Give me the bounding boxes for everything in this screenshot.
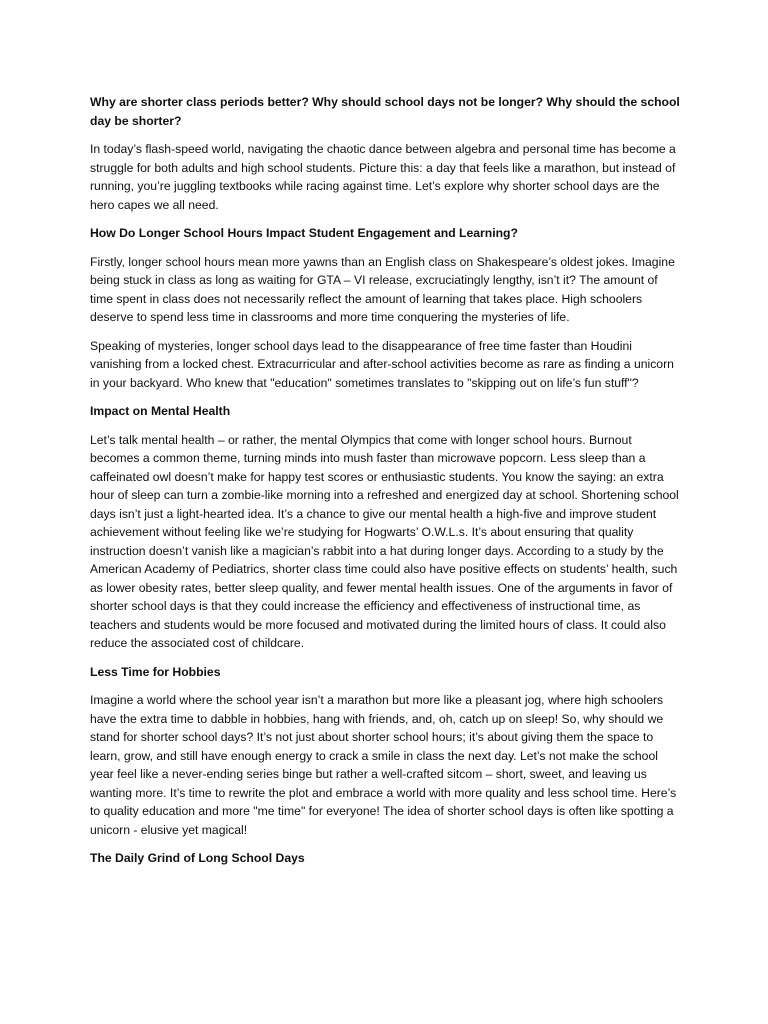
- section-heading-mental-health: Impact on Mental Health: [90, 404, 231, 418]
- document-page: [90, 93, 682, 878]
- section-heading-daily-grind: The Daily Grind of Long School Days: [90, 851, 305, 865]
- paragraph: Let’s talk mental health – or rather, the mental Olympics that come with longer school hours. Burnout becomes a common theme, turning minds into mush faster than microwave popcorn. Less sleep than a caffeinated owl doesn’t make for happy test scores or enthusiastic students. You know the saying: an extra hour of sleep can turn a zombie-like morning into a refreshed and energized day at school. Shortening school days isn’t just a light-hearted idea. It’s a chance to give our mental health a high-five and improve student achievement without feeling like we’re studying for Hogwarts’ O.W.L.s. It’s about ensuring that quality instruction doesn’t vanish like a magician’s rabbit into a hat during longer days. According to a study by the American Academy of Pediatrics, shorter class time could also have positive effects on students’ health, such as lower obesity rates, better sleep quality, and fewer mental health issues. One of the arguments in favor of shorter school days is that they could increase the efficiency and effectiveness of instructional time, as teachers and students would be more focused and motivated during the limited hours of class. It could also reduce the associated cost of childcare.: [90, 432, 679, 650]
- intro-paragraph: In today’s flash-speed world, navigating the chaotic dance between algebra and personal time has become a struggle for both adults and high school students. Picture this: a day that feels like a marathon, but instead of running, you’re juggling textbooks while racing against time. Let’s explore why shorter school days are the hero capes we all need.: [90, 142, 676, 212]
- paragraph: Speaking of mysteries, longer school days lead to the disappearance of free time faster than Houdini vanishing from a locked chest. Extracurricular and after-school activities become as rare as finding a unicorn in your backyard. Who knew that "education" sometimes translates to "skipping out on life’s fun stuff"?: [90, 338, 674, 390]
- section-heading-hobbies: Less Time for Hobbies: [90, 664, 221, 679]
- paragraph: Firstly, longer school hours mean more yawns than an English class on Shakespeare’s oldest jokes. Imagine being stuck in class as long as waiting for GTA – VI release, excruciatingly lengthy, isn’t it? The amount of time spent in class does not necessarily reflect the amount of learning that takes place. High schoolers deserve to spend less time in classrooms and more time conquering the mysteries of life.: [90, 254, 675, 324]
- section-heading-engagement: How Do Longer School Hours Impact Student Engagement and Learning?: [90, 226, 518, 240]
- document-title: Why are shorter class periods better? Why should school days not be longer? Why should the school day be shorter?: [90, 95, 680, 128]
- paragraph: Imagine a world where the school year isn’t a marathon but more like a pleasant jog, where high schoolers have the extra time to dabble in hobbies, hang with friends, and, oh, catch up on sleep! So, why should we stand for shorter school days? It’s not just about shorter school hours; it’s about giving them the space to learn, grow, and still have enough energy to crack a smile in class the next day. Let’s not make the school year feel like a never-ending series binge but rather a well-crafted sitcom – short, sweet, and leaving us wanting more. It’s time to rewrite the plot and embrace a world with more quality and less school time. Here’s to quality education and more "me time" for everyone! The idea of shorter school days is often like spotting a unicorn - elusive yet magical!: [90, 693, 677, 837]
